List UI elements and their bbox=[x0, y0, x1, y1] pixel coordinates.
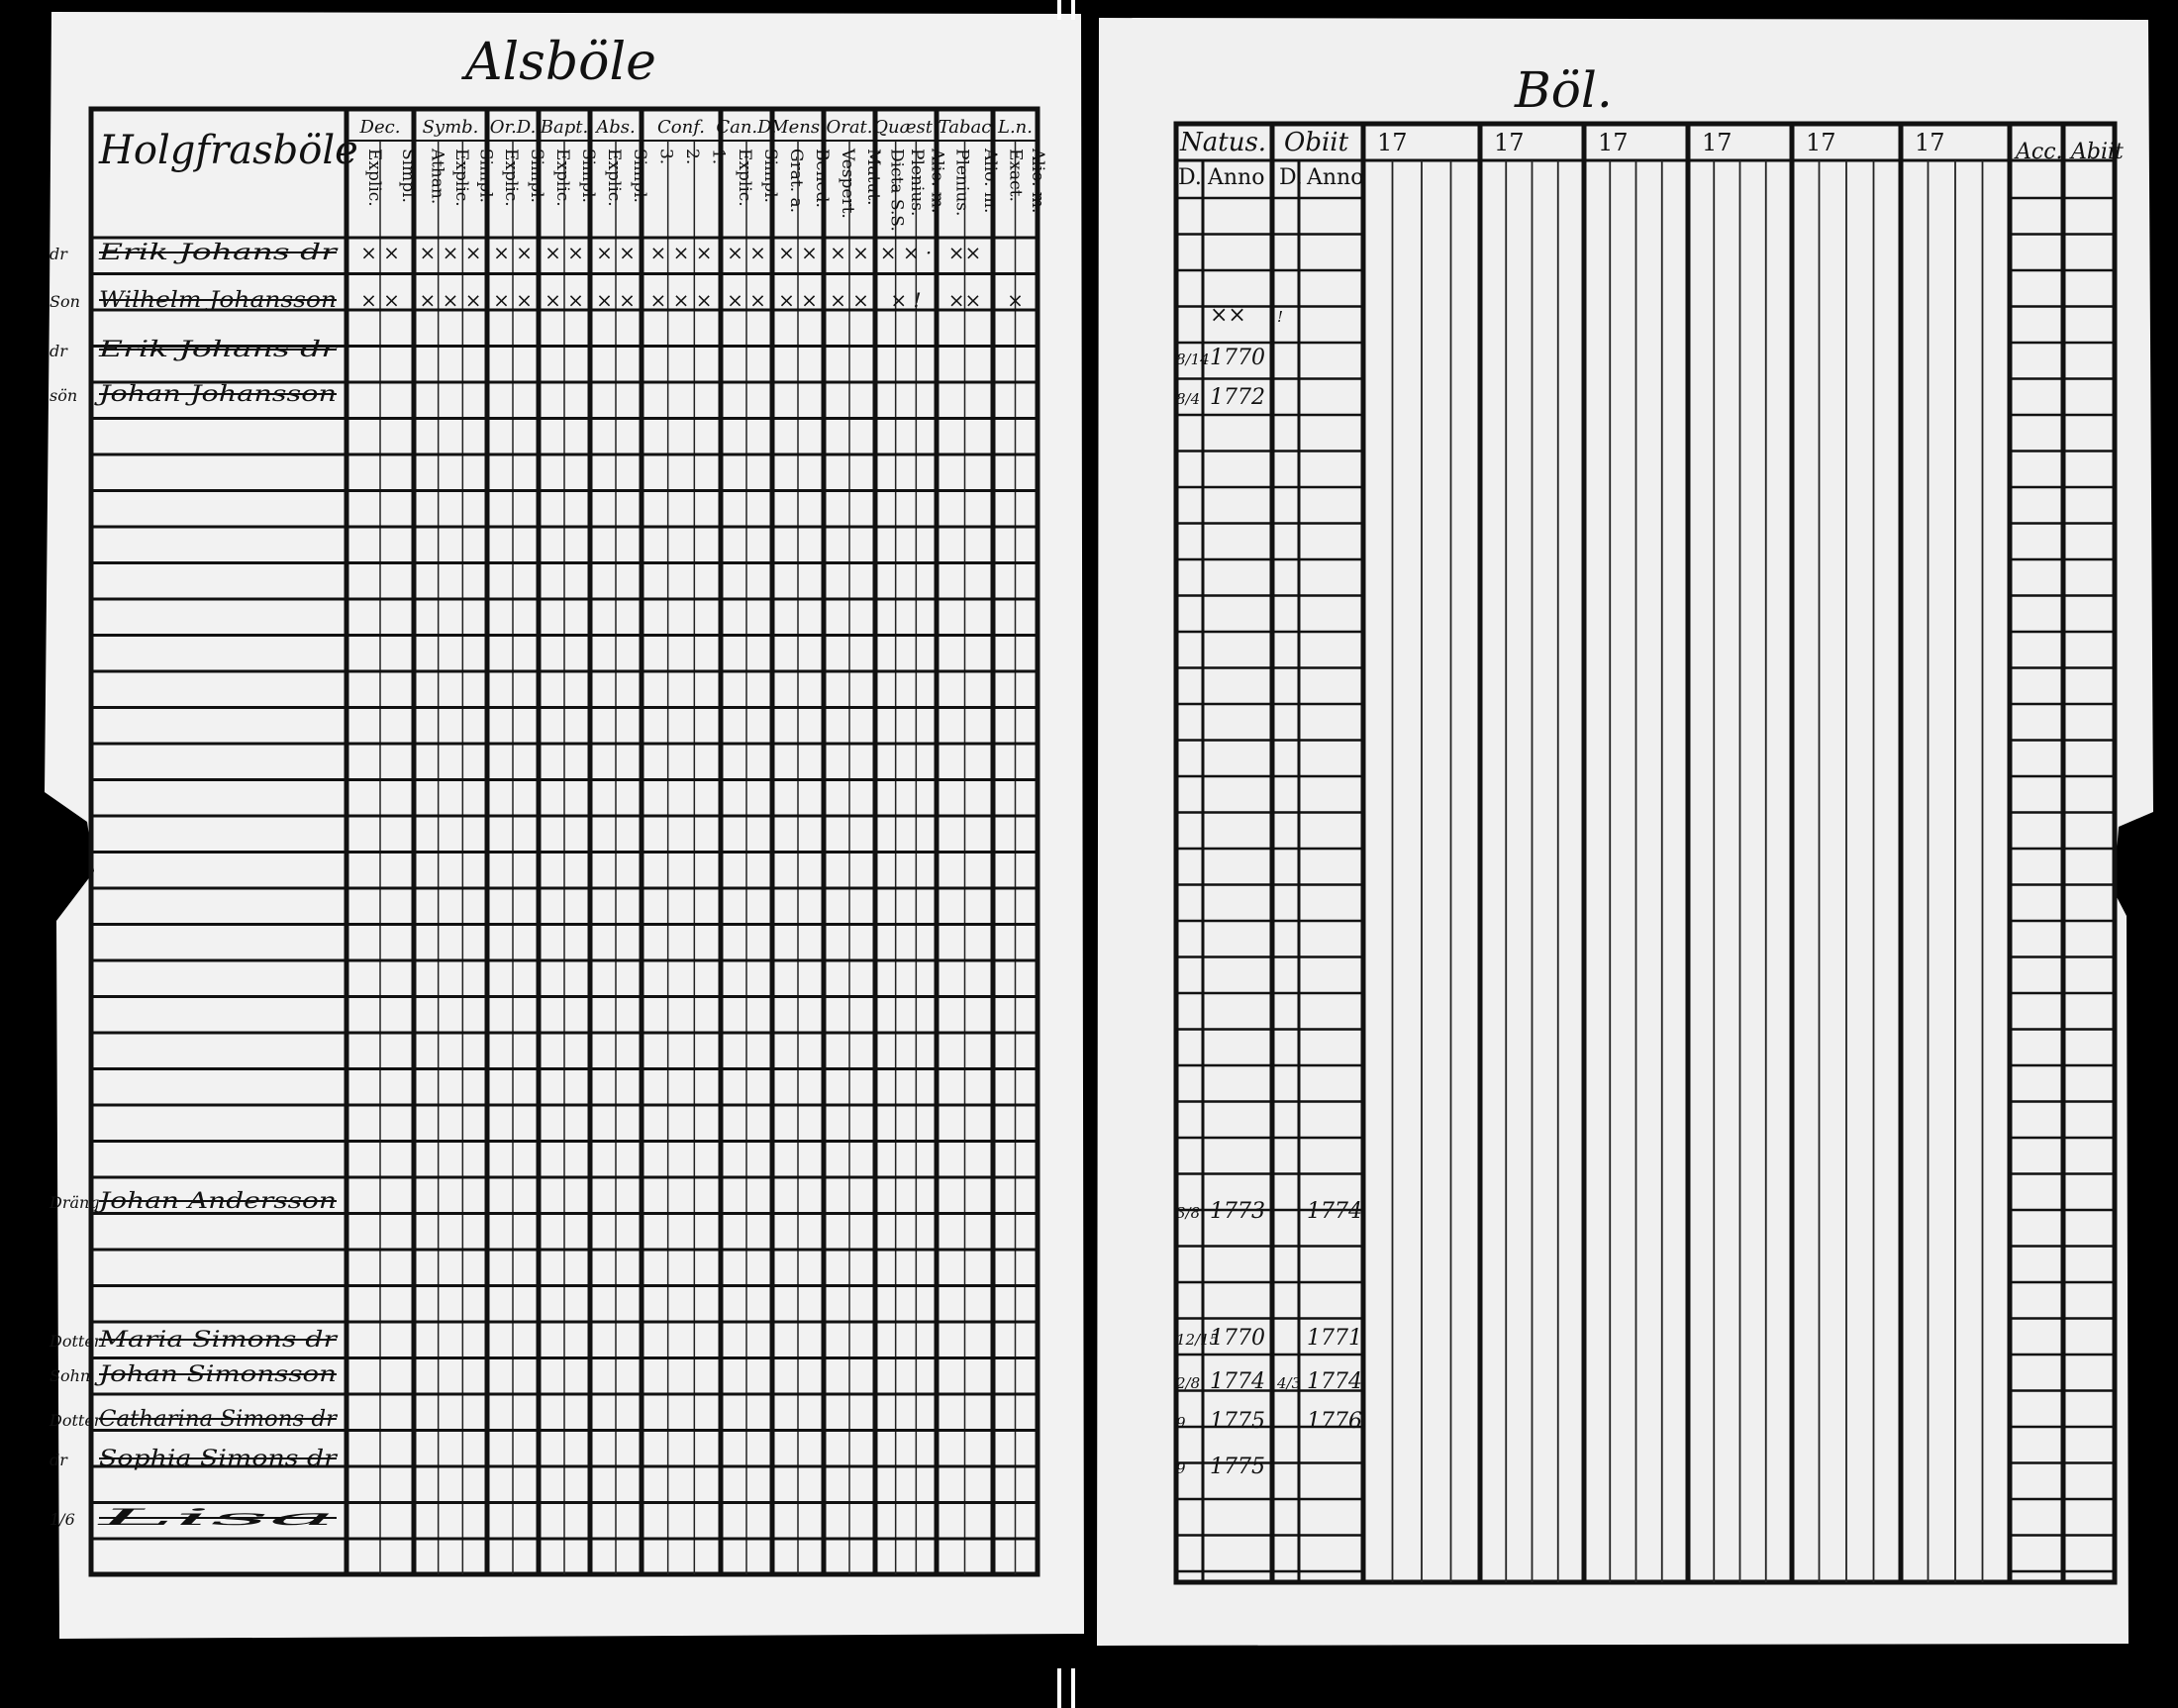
natus-year: 1773 bbox=[1210, 1199, 1265, 1224]
attendance-mark: × × bbox=[727, 241, 766, 264]
attendance-mark: × × bbox=[544, 288, 584, 312]
person-name: Erik Johans dr bbox=[97, 241, 340, 265]
column-subheader: 1. bbox=[708, 149, 729, 165]
attendance-mark: × bbox=[1007, 288, 1024, 312]
right-page-paper bbox=[1097, 18, 2153, 1646]
obiit-anno-subheader: Anno bbox=[1307, 165, 1364, 190]
column-header: Or.D. bbox=[489, 117, 537, 138]
year-header: 17 bbox=[1598, 129, 1629, 156]
obiit-day: 4/3 bbox=[1277, 1374, 1302, 1392]
obiit-header: Obiit bbox=[1284, 128, 1349, 157]
column-header: Conf. bbox=[657, 117, 705, 138]
column-subheader: Dicta S.S. bbox=[886, 149, 907, 232]
gutter-stitching bbox=[1071, 1668, 1075, 1708]
column-subheader: Simpl. bbox=[398, 149, 418, 203]
natus-day: 9 bbox=[1176, 1459, 1186, 1477]
column-subheader: Alio. m. bbox=[927, 149, 947, 214]
row-prefix: sön bbox=[50, 386, 78, 405]
natus-day: 8/14 bbox=[1176, 351, 1210, 368]
natus-year: 1775 bbox=[1210, 1409, 1265, 1434]
gutter-stitching bbox=[1057, 1668, 1061, 1708]
column-header: Dec. bbox=[359, 117, 401, 138]
attendance-mark: × × · bbox=[879, 241, 933, 264]
attendance-mark: × × bbox=[544, 241, 584, 264]
attendance-mark: × × × bbox=[649, 241, 713, 264]
column-subheader: Explic. bbox=[501, 149, 521, 207]
attendance-mark: × × × bbox=[419, 288, 482, 312]
natus-year: ×× bbox=[1210, 303, 1246, 328]
attendance-mark: × ! bbox=[890, 288, 922, 312]
column-subheader: Simpl. bbox=[630, 149, 649, 203]
attendance-mark: × × bbox=[596, 288, 636, 312]
natus-day: 12/15 bbox=[1176, 1331, 1220, 1349]
column-subheader: Alio. m. bbox=[1027, 149, 1047, 214]
natus-year: 1772 bbox=[1210, 385, 1265, 410]
obiit-year: 1776 bbox=[1307, 1409, 1362, 1434]
attendance-mark: × × bbox=[493, 241, 533, 264]
gutter-stitching bbox=[1071, 0, 1075, 20]
natus-anno-subheader: Anno bbox=[1208, 165, 1265, 190]
year-header: 17 bbox=[1494, 129, 1525, 156]
row-prefix: Sohn bbox=[50, 1366, 91, 1385]
natus-day: 8/4 bbox=[1176, 390, 1201, 408]
obiit-d-subheader: D. bbox=[1279, 165, 1303, 190]
column-subheader: 2. bbox=[682, 149, 702, 165]
attendance-mark: × × bbox=[360, 288, 400, 312]
column-subheader: Alio. m. bbox=[979, 149, 1000, 214]
column-header: Symb. bbox=[422, 117, 479, 138]
column-subheader: Athan. bbox=[427, 149, 447, 205]
year-header: 17 bbox=[1915, 129, 1945, 156]
column-subheader: Simpl. bbox=[475, 149, 496, 203]
attendance-mark: × × bbox=[727, 288, 766, 312]
person-name: Maria Simons dr bbox=[97, 1328, 339, 1353]
person-name: Catharina Simons dr bbox=[99, 1407, 339, 1432]
natus-year: 1770 bbox=[1210, 346, 1265, 370]
attendance-mark: × × bbox=[778, 241, 818, 264]
attendance-mark: × × bbox=[830, 241, 869, 264]
column-subheader: Simpl. bbox=[760, 149, 780, 203]
column-subheader: Explic. bbox=[604, 149, 624, 207]
row-prefix: Dotter bbox=[50, 1332, 102, 1351]
row-prefix: Son bbox=[50, 292, 80, 311]
year-header: 17 bbox=[1702, 129, 1732, 156]
attendance-mark: × × × bbox=[649, 288, 713, 312]
farm-name: Holgfrasböle bbox=[99, 128, 358, 173]
obiit-year: 1774 bbox=[1307, 1199, 1362, 1224]
column-subheader: Explic. bbox=[735, 149, 754, 207]
column-subheader: Matut. bbox=[863, 149, 883, 206]
attendance-mark: ×× bbox=[947, 288, 982, 312]
natus-header: Natus. bbox=[1180, 128, 1267, 157]
person-name: Johan Andersson bbox=[93, 1189, 337, 1214]
column-subheader: Bened. bbox=[812, 149, 832, 208]
column-header: Can.D. bbox=[716, 117, 777, 138]
column-subheader: Plenius. bbox=[951, 149, 972, 217]
right-page-title: Böl. bbox=[1515, 61, 1613, 119]
column-header: L.n. bbox=[998, 117, 1033, 138]
natus-year: 1774 bbox=[1210, 1369, 1265, 1394]
column-header: Tabac bbox=[938, 117, 992, 138]
natus-year: 1770 bbox=[1210, 1326, 1265, 1351]
column-subheader: Explic. bbox=[552, 149, 572, 207]
column-header: Quæst. bbox=[873, 117, 939, 138]
natus-day: 2/8 bbox=[1176, 1374, 1201, 1392]
obiit-year: 1771 bbox=[1307, 1326, 1362, 1351]
year-header: 17 bbox=[1806, 129, 1836, 156]
person-name: Johan Simonsson bbox=[93, 1362, 337, 1387]
row-prefix: dr bbox=[50, 342, 67, 360]
person-name: Johan Johansson bbox=[93, 382, 337, 407]
column-subheader: Exact. bbox=[1005, 149, 1026, 202]
row-prefix: Dräng bbox=[50, 1193, 100, 1212]
column-subheader: Plenius. bbox=[907, 149, 927, 217]
column-subheader: Explic. bbox=[364, 149, 384, 207]
column-header: Bapt. bbox=[540, 117, 589, 138]
obiit-day: ! bbox=[1277, 308, 1284, 326]
person-name: Sophia Simons dr bbox=[99, 1447, 339, 1471]
attendance-mark: × × bbox=[493, 288, 533, 312]
accessit-header: Acc. bbox=[2016, 140, 2063, 164]
natus-year: 1775 bbox=[1210, 1455, 1265, 1479]
attendance-mark: × × × bbox=[419, 241, 482, 264]
gutter-stitching bbox=[1057, 0, 1061, 20]
column-subheader: 3. bbox=[655, 149, 676, 165]
column-subheader: Explic. bbox=[451, 149, 471, 207]
column-header: Orat. bbox=[826, 117, 873, 138]
year-header: 17 bbox=[1377, 129, 1408, 156]
row-prefix: Dotter bbox=[50, 1411, 102, 1430]
attendance-mark: × × bbox=[596, 241, 636, 264]
natus-day: 9 bbox=[1176, 1414, 1186, 1432]
column-subheader: Grat. a. bbox=[786, 149, 806, 214]
column-subheader: Simpl. bbox=[578, 149, 598, 203]
row-prefix: dr bbox=[50, 1451, 67, 1469]
row-prefix: dr bbox=[50, 245, 67, 263]
obiit-year: 1774 bbox=[1307, 1369, 1362, 1394]
natus-day: 3/8 bbox=[1176, 1204, 1201, 1222]
column-header: Mens. bbox=[770, 117, 826, 138]
left-page-title: Alsböle bbox=[465, 33, 656, 92]
abiit-header: Abiit bbox=[2071, 140, 2124, 164]
column-subheader: Simpl. bbox=[527, 149, 546, 203]
attendance-mark: × × bbox=[778, 288, 818, 312]
person-name: Lisa bbox=[93, 1506, 337, 1531]
person-name: Erik Johans dr bbox=[97, 338, 340, 362]
column-header: Abs. bbox=[596, 117, 636, 138]
natus-d-subheader: D. bbox=[1178, 165, 1202, 190]
column-subheader: Vespert. bbox=[838, 149, 857, 219]
attendance-mark: × × bbox=[360, 241, 400, 264]
attendance-mark: × × bbox=[830, 288, 869, 312]
row-prefix: 1/6 bbox=[50, 1510, 75, 1529]
attendance-mark: ×× bbox=[947, 241, 982, 264]
person-name: Wilhelm Johansson bbox=[99, 288, 337, 313]
